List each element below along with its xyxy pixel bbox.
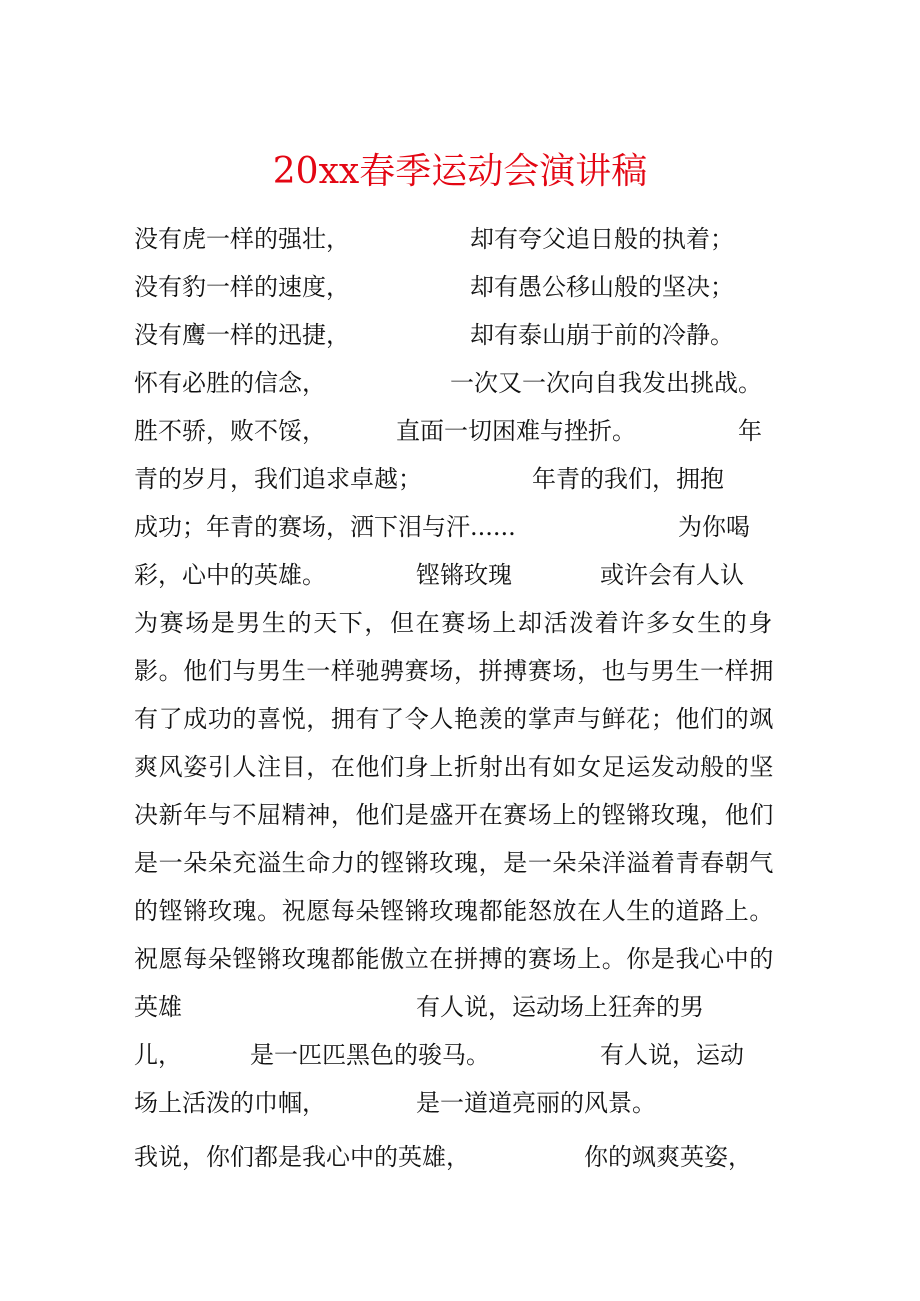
text-line (0, 894, 920, 928)
text-segment: 或许会有人认 (600, 561, 744, 589)
text-segment: 场上活泼的巾帼， (134, 1089, 326, 1117)
text-line (0, 1140, 920, 1174)
text-line (0, 702, 920, 736)
text-line (0, 798, 920, 832)
text-segment: 是一道道亮丽的风景。 (416, 1089, 656, 1117)
text-line (0, 606, 920, 640)
text-segment: 怀有必胜的信念， (134, 369, 326, 397)
text-segment: 儿， (134, 1041, 182, 1069)
text-segment: 为你喝 (678, 513, 750, 541)
text-segment: 却有愚公移山般的坚决； (470, 273, 734, 301)
text-segment: 影。他们与男生一样驰骋赛场，拼搏赛场，也与男生一样拥 (134, 657, 774, 685)
text-line (0, 222, 920, 256)
text-line (0, 510, 920, 544)
text-segment: 是一朵朵充溢生命力的铿锵玫瑰，是一朵朵洋溢着青春朝气 (134, 849, 774, 877)
text-line (0, 558, 920, 592)
text-segment: 年青的我们，拥抱 (532, 465, 724, 493)
text-segment: 有了成功的喜悦，拥有了令人艳羡的掌声与鲜花；他们的飒 (134, 705, 774, 733)
text-segment: 直面一切困难与挫折。 (396, 417, 636, 445)
text-segment: 彩，心中的英雄。 (134, 561, 326, 589)
text-segment: 你的飒爽英姿， (584, 1143, 752, 1171)
text-segment: 却有泰山崩于前的冷静。 (470, 321, 734, 349)
text-line (0, 318, 920, 352)
text-line (0, 750, 920, 784)
text-segment: 有人说，运动场上狂奔的男 (416, 993, 704, 1021)
text-line (0, 1086, 920, 1120)
text-segment: 爽风姿引人注目，在他们身上折射出有如女足运发动般的坚 (134, 753, 774, 781)
text-segment: 没有鹰一样的迅捷， (134, 321, 350, 349)
text-segment: 为赛场是男生的天下，但在赛场上却活泼着许多女生的身 (134, 609, 774, 637)
text-segment: 胜不骄，败不馁， (134, 417, 326, 445)
text-segment: 一次又一次向自我发出挑战。 (450, 369, 762, 397)
text-segment: 有人说，运动 (600, 1041, 744, 1069)
text-segment: 决新年与不屈精神，他们是盛开在赛场上的铿锵玫瑰，他们 (134, 801, 774, 829)
text-segment: 却有夸父追日般的执着； (470, 225, 734, 253)
text-line (0, 942, 920, 976)
text-segment: 没有豹一样的速度， (134, 273, 350, 301)
text-line (0, 990, 920, 1024)
text-segment: 没有虎一样的强壮， (134, 225, 350, 253)
text-line (0, 414, 920, 448)
text-line (0, 846, 920, 880)
text-segment: 青的岁月，我们追求卓越； (134, 465, 422, 493)
text-segment: 成功；年青的赛场，洒下泪与汗...... (134, 513, 516, 541)
text-segment: 英雄 (134, 993, 182, 1021)
text-line (0, 1038, 920, 1072)
text-line (0, 462, 920, 496)
text-segment: 铿锵玫瑰 (416, 561, 512, 589)
document-title: 20xx春季运动会演讲稿 (272, 151, 648, 192)
text-segment: 的铿锵玫瑰。祝愿每朵铿锵玫瑰都能怒放在人生的道路上。 (134, 897, 774, 925)
text-line (0, 366, 920, 400)
text-line (0, 270, 920, 304)
text-segment: 是一匹匹黑色的骏马。 (250, 1041, 490, 1069)
text-segment: 年 (738, 417, 762, 445)
text-segment: 我说，你们都是我心中的英雄， (134, 1143, 470, 1171)
text-line (0, 654, 920, 688)
text-segment: 祝愿每朵铿锵玫瑰都能傲立在拼搏的赛场上。你是我心中的 (134, 945, 774, 973)
